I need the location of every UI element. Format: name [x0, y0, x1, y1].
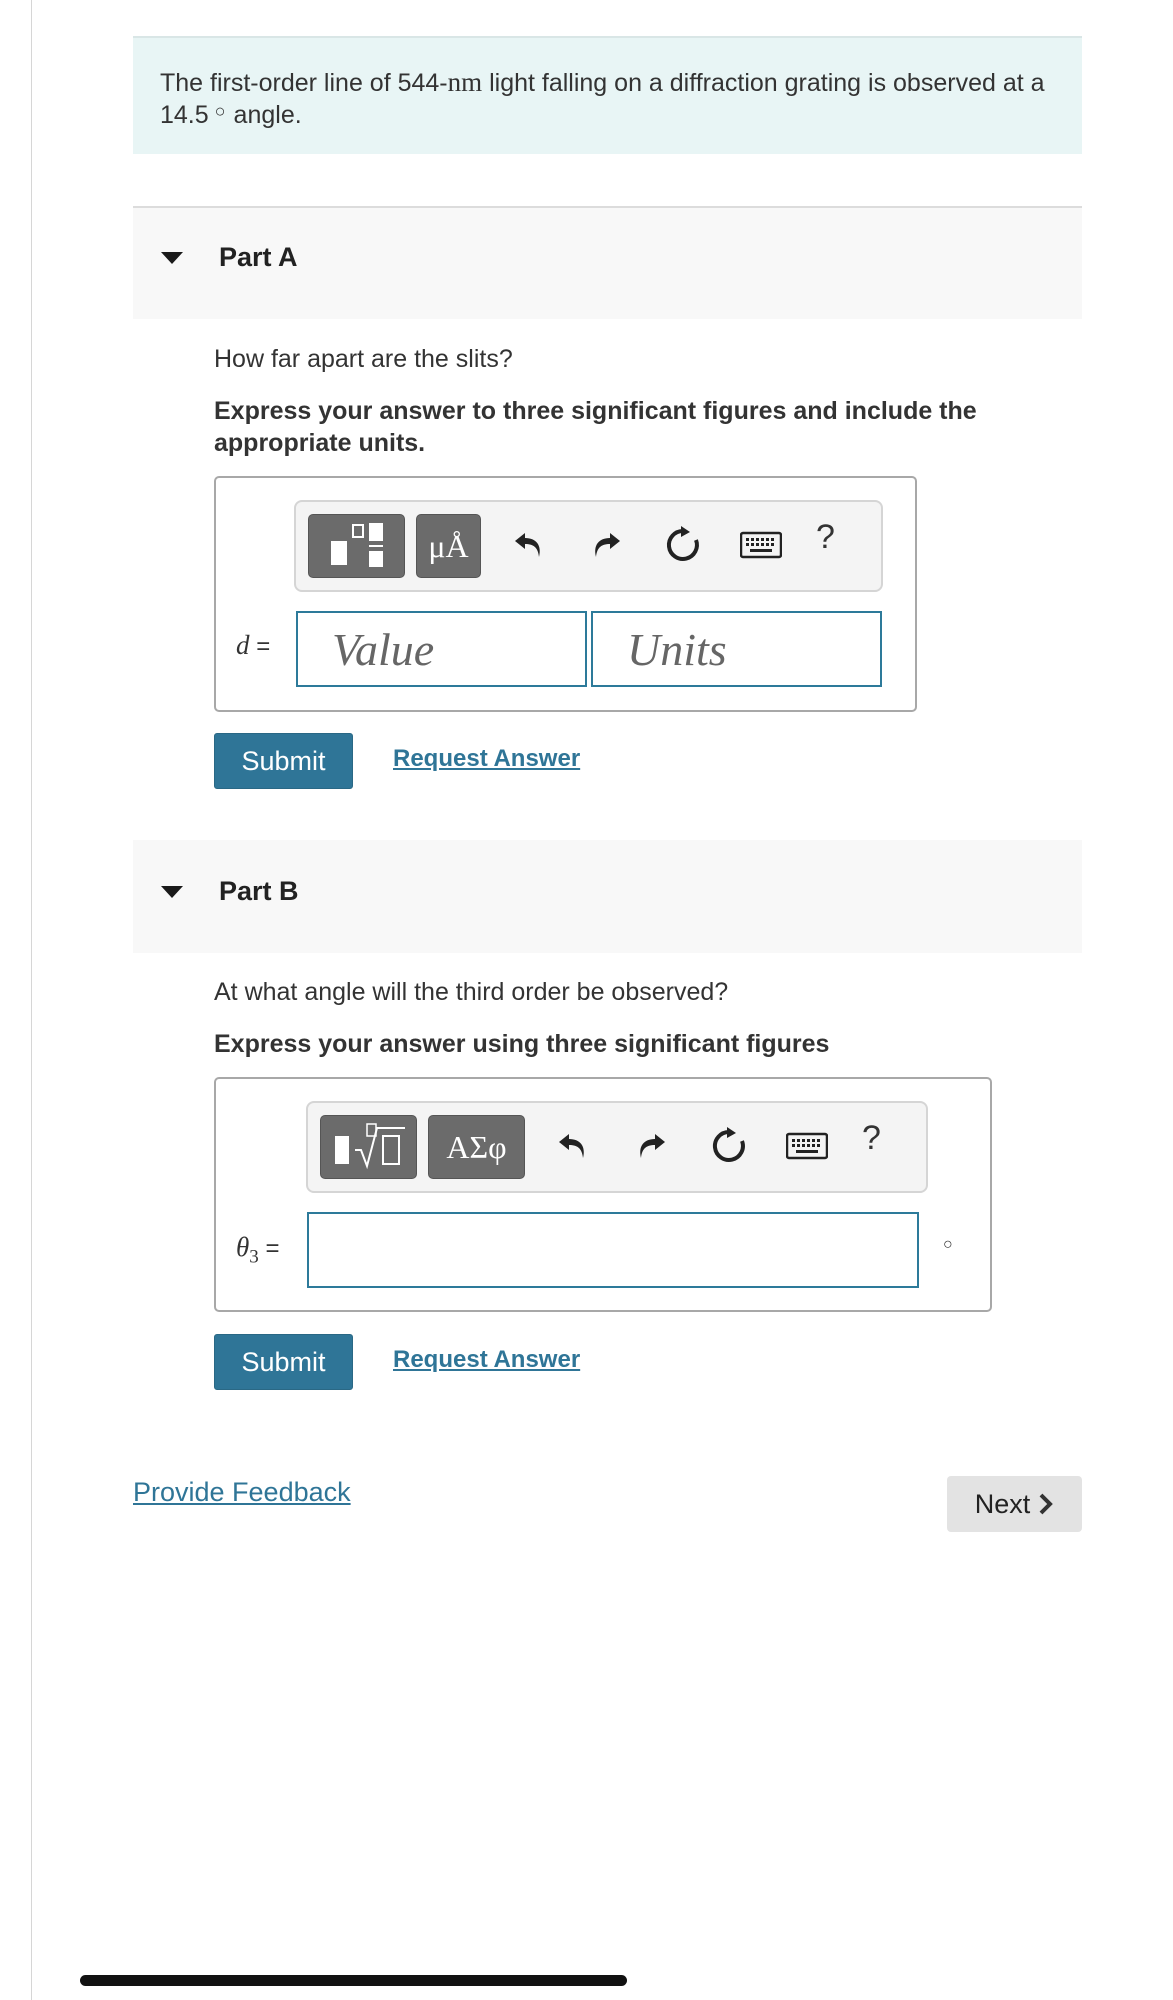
collapse-caret-icon[interactable] — [161, 886, 183, 898]
value-input[interactable]: Value — [296, 611, 587, 687]
variable-label-theta3: $\theta_3$ = — [236, 1232, 280, 1268]
part-b-toolbar — [306, 1101, 928, 1193]
undo-icon[interactable] — [504, 520, 554, 570]
part-b-answer-box — [214, 1077, 992, 1312]
part-a-submit-button[interactable]: Submit — [214, 733, 353, 789]
part-a-question: How far apart are the slits? — [214, 345, 513, 373]
provide-feedback-link[interactable]: Provide Feedback — [133, 1477, 351, 1507]
keyboard-icon[interactable] — [736, 520, 786, 570]
help-button[interactable]: ? — [862, 1119, 881, 1157]
problem-statement: The first-order line of 544-nm light falling on a diffraction grating is observed at a 14.5 ○ angle. — [133, 36, 1082, 154]
collapse-caret-icon[interactable] — [161, 252, 183, 264]
redo-icon[interactable] — [626, 1121, 676, 1171]
part-b-request-answer-link[interactable]: Request Answer — [393, 1346, 581, 1373]
greek-letters-button[interactable]: ΑΣφ — [428, 1115, 525, 1179]
part-a-request-answer-link[interactable]: Request Answer — [393, 745, 581, 772]
unit-nm: nm — [447, 67, 483, 97]
part-b-question: At what angle will the third order be observed? — [214, 978, 729, 1006]
next-button[interactable] — [947, 1476, 1082, 1532]
home-indicator — [80, 1975, 627, 1986]
part-a-toolbar — [294, 500, 883, 592]
part-a-instruction: Express your answer to three significant figures and include the appropriate units. — [214, 397, 977, 457]
part-b-instruction: Express your answer using three significant figures — [214, 1030, 830, 1058]
next-label: Next — [974, 1488, 1031, 1519]
part-a-header[interactable] — [133, 206, 1082, 319]
degree-unit-label: ○ — [943, 1236, 953, 1253]
undo-icon[interactable] — [548, 1121, 598, 1171]
templates-icon — [325, 521, 389, 571]
units-button[interactable]: μÅ — [416, 514, 481, 578]
chevron-right-icon — [1038, 1492, 1054, 1516]
reset-icon[interactable] — [704, 1121, 754, 1171]
part-b-header[interactable] — [133, 840, 1082, 953]
help-button[interactable]: ? — [816, 518, 835, 556]
radical-templates-icon — [329, 1122, 409, 1172]
keyboard-icon[interactable] — [782, 1121, 832, 1171]
page-left-border — [31, 0, 32, 2000]
degree-symbol: ○ — [214, 101, 226, 121]
redo-icon[interactable] — [581, 520, 631, 570]
units-input[interactable]: Units — [591, 611, 882, 687]
angle-input[interactable] — [307, 1212, 919, 1288]
part-b-title: Part B — [219, 876, 299, 906]
templates-button[interactable] — [308, 514, 405, 578]
part-a-answer-box — [214, 476, 917, 712]
reset-icon[interactable] — [658, 520, 708, 570]
variable-label-d: d = — [236, 630, 271, 660]
templates-button[interactable] — [320, 1115, 417, 1179]
part-b-submit-button[interactable]: Submit — [214, 1334, 353, 1390]
part-a-title: Part A — [219, 242, 298, 272]
